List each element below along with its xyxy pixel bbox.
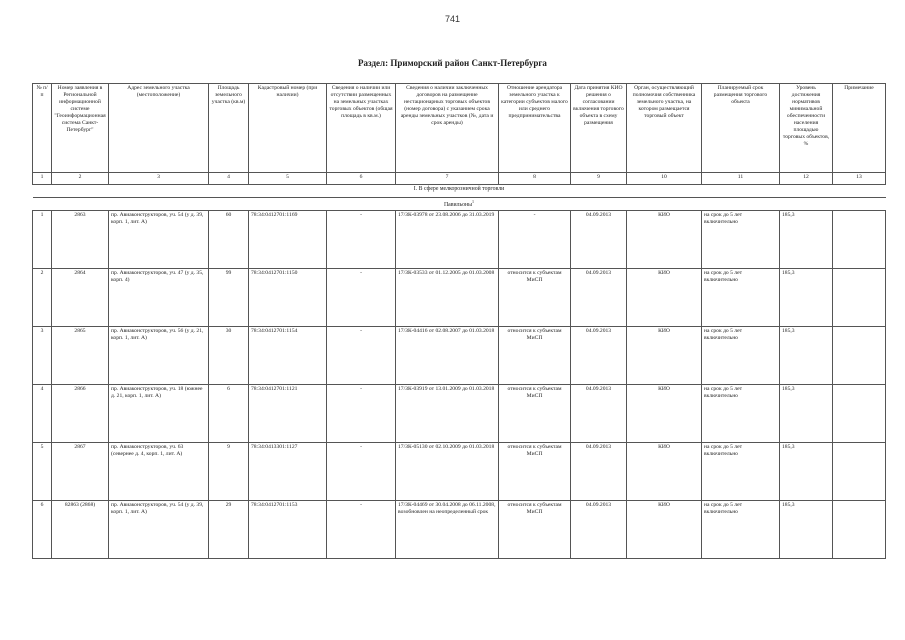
header-row <box>33 84 886 173</box>
table-cell: 5 <box>33 443 52 501</box>
table-cell: КИО <box>627 443 702 501</box>
table-cell: пр. Авиаконструкторов, уч. 56 (у д. 21, корп. 1, лит. А) <box>109 327 209 385</box>
table-cell: КИО <box>627 501 702 559</box>
column-header: Отношение арендатора земельного участка к категории субъектов малого или среднего предпринимательства <box>499 84 571 173</box>
table-cell: 17/ЗК-04469 от 30.04.2008 до 06.11.2008, возобновлен на неопределенный срок <box>396 501 499 559</box>
table-cell: 9 <box>209 443 249 501</box>
table-cell: - <box>327 501 396 559</box>
column-number: 10 <box>627 173 702 185</box>
table-cell <box>833 327 886 385</box>
column-header: Планируемый срок размещения торгового объекта <box>702 84 780 173</box>
table-cell: 2864 <box>52 269 109 327</box>
table-cell: 82863 (2868) <box>52 501 109 559</box>
page-number: 741 <box>444 14 461 24</box>
table-cell: 185,3 <box>780 269 833 327</box>
table-cell: на срок до 5 лет включительно <box>702 385 780 443</box>
table-cell <box>833 385 886 443</box>
table-cell: пр. Авиаконструкторов, уч. 54 (у д. 39, корп. 1, лит. А) <box>109 211 209 269</box>
table-cell: 2867 <box>52 443 109 501</box>
table-cell: 78:34:0412701:1153 <box>249 501 327 559</box>
column-header: Адрес земельного участка (местоположение) <box>109 84 209 173</box>
table-cell: 99 <box>209 269 249 327</box>
table-cell: 185,3 <box>780 501 833 559</box>
table-cell: 2863 <box>52 211 109 269</box>
table-cell: 04.09.2013 <box>571 501 627 559</box>
column-number: 3 <box>109 173 209 185</box>
table-cell: 17/ЗК-03533 от 01.12.2005 до 01.03.2008 <box>396 269 499 327</box>
column-number: 8 <box>499 173 571 185</box>
table-cell: 04.09.2013 <box>571 211 627 269</box>
column-header: Кадастровый номер (при наличии) <box>249 84 327 173</box>
table-cell: - <box>499 211 571 269</box>
table-cell: 60 <box>209 211 249 269</box>
column-number: 6 <box>327 173 396 185</box>
column-number-row <box>33 173 886 185</box>
table-cell: 29 <box>209 501 249 559</box>
table-cell: 30 <box>209 327 249 385</box>
table-cell: пр. Авиаконструкторов, уч. 47 (у д. 35, корп. 4) <box>109 269 209 327</box>
table-row <box>33 443 886 501</box>
subcategory-cell <box>33 198 886 211</box>
table-cell: 04.09.2013 <box>571 327 627 385</box>
table-cell: 185,3 <box>780 385 833 443</box>
category-label: I. В сфере мелкорозничной торговли <box>33 185 886 198</box>
footnote-marker: 1 <box>472 199 475 204</box>
table-cell: 2 <box>33 269 52 327</box>
table-cell: 17/ЗК-03978 от 23.08.2006 до 31.03.2019 <box>396 211 499 269</box>
table-cell: относится к субъектам МиСП <box>499 269 571 327</box>
table-cell: КИО <box>627 385 702 443</box>
column-header: Сведения о наличии или отсутствии размещенных на земельных участках торговых объектов (общая площадь в кв.м.) <box>327 84 396 173</box>
section-title: Раздел: Приморский район Санкт-Петербурга <box>358 58 547 68</box>
column-header: Номер заявления в Региональной информационной системе "Геоинформационная система Санкт-Петербург" <box>52 84 109 173</box>
table-row <box>33 269 886 327</box>
column-number: 5 <box>249 173 327 185</box>
column-number: 12 <box>780 173 833 185</box>
table-cell: относится к субъектам МиСП <box>499 385 571 443</box>
column-header: Уровень достижения нормативов минимальной обеспеченности населения площадью торговых объектов, % <box>780 84 833 173</box>
column-header: Примечание <box>833 84 886 173</box>
table-cell <box>833 501 886 559</box>
table-cell: КИО <box>627 211 702 269</box>
table-cell: 185,3 <box>780 327 833 385</box>
table-cell: - <box>327 385 396 443</box>
column-number: 9 <box>571 173 627 185</box>
register-table <box>32 83 886 559</box>
table-cell: 17/ЗК-04416 от 02.08.2007 до 01.03.2018 <box>396 327 499 385</box>
table-cell: 17/ЗК-03919 от 13.01.2009 до 01.03.2018 <box>396 385 499 443</box>
table-cell: - <box>327 327 396 385</box>
column-number: 4 <box>209 173 249 185</box>
column-number: 13 <box>833 173 886 185</box>
table-cell: 04.09.2013 <box>571 443 627 501</box>
table-cell: относится к субъектам МиСП <box>499 327 571 385</box>
table-cell <box>833 211 886 269</box>
table-cell <box>833 269 886 327</box>
table-cell: 6 <box>33 501 52 559</box>
table-body <box>33 173 886 559</box>
table-cell: 04.09.2013 <box>571 385 627 443</box>
table-cell: - <box>327 269 396 327</box>
table-cell: - <box>327 443 396 501</box>
subcategory-label: Павильоны <box>443 201 473 208</box>
table-cell: 78:34:0412701:1150 <box>249 269 327 327</box>
column-number: 2 <box>52 173 109 185</box>
column-number: 7 <box>396 173 499 185</box>
column-header: № п/п <box>33 84 52 173</box>
subcategory-row <box>33 198 886 211</box>
table-cell: 17/ЗК-05130 от 02.10.2009 до 01.03.2018 <box>396 443 499 501</box>
table-cell: относится к субъектам МиСП <box>499 443 571 501</box>
table-cell: 4 <box>33 385 52 443</box>
table-cell: - <box>327 211 396 269</box>
table-cell: на срок до 5 лет включительно <box>702 211 780 269</box>
table-cell: 2866 <box>52 385 109 443</box>
table-cell: на срок до 5 лет включительно <box>702 269 780 327</box>
table-cell <box>833 443 886 501</box>
table-row <box>33 385 886 443</box>
table-cell: 1 <box>33 211 52 269</box>
table-cell: на срок до 5 лет включительно <box>702 327 780 385</box>
column-number: 1 <box>33 173 52 185</box>
column-header: Дата принятия КИО решения о согласовании включения торгового объекта в схему размещения <box>571 84 627 173</box>
table-cell: 78:34:0412701:1121 <box>249 385 327 443</box>
table-cell: на срок до 5 лет включительно <box>702 443 780 501</box>
table-row <box>33 327 886 385</box>
table-cell: 04.09.2013 <box>571 269 627 327</box>
table-cell: 78:34:0412701:1154 <box>249 327 327 385</box>
column-header: Орган, осуществляющий полномочия собственника земельного участка, на котором размещается торговый объект <box>627 84 702 173</box>
table-cell: 2865 <box>52 327 109 385</box>
table-cell: на срок до 5 лет включительно <box>702 501 780 559</box>
column-header: Сведения о наличии заключенных договоров на размещение нестационарных торговых объектов (номер договора) с указанием срока аренды земельных участков (№, дата и срок аренды) <box>396 84 499 173</box>
table-cell: относится к субъектам МиСП <box>499 501 571 559</box>
table-cell: 78:34:0412701:1169 <box>249 211 327 269</box>
category-row <box>33 185 886 198</box>
table-cell: 78:34:0413301:1127 <box>249 443 327 501</box>
table-row <box>33 211 886 269</box>
column-number: 11 <box>702 173 780 185</box>
table-cell: пр. Авиаконструкторов, уч. 63 (севернее д. 4, корп. 1, лит. А) <box>109 443 209 501</box>
table-cell: пр. Авиаконструкторов, уч. 54 (у д. 39, корп. 1, лит. А) <box>109 501 209 559</box>
table-row <box>33 501 886 559</box>
table-cell: пр. Авиаконструкторов, уч. 18 (южнее д. 21, корп. 1, лит. А) <box>109 385 209 443</box>
column-header: Площадь земельного участка (кв.м) <box>209 84 249 173</box>
table-cell: КИО <box>627 327 702 385</box>
table-cell: 3 <box>33 327 52 385</box>
table-cell: 185,3 <box>780 443 833 501</box>
table-cell: 6 <box>209 385 249 443</box>
table-cell: КИО <box>627 269 702 327</box>
table-cell: 185,3 <box>780 211 833 269</box>
